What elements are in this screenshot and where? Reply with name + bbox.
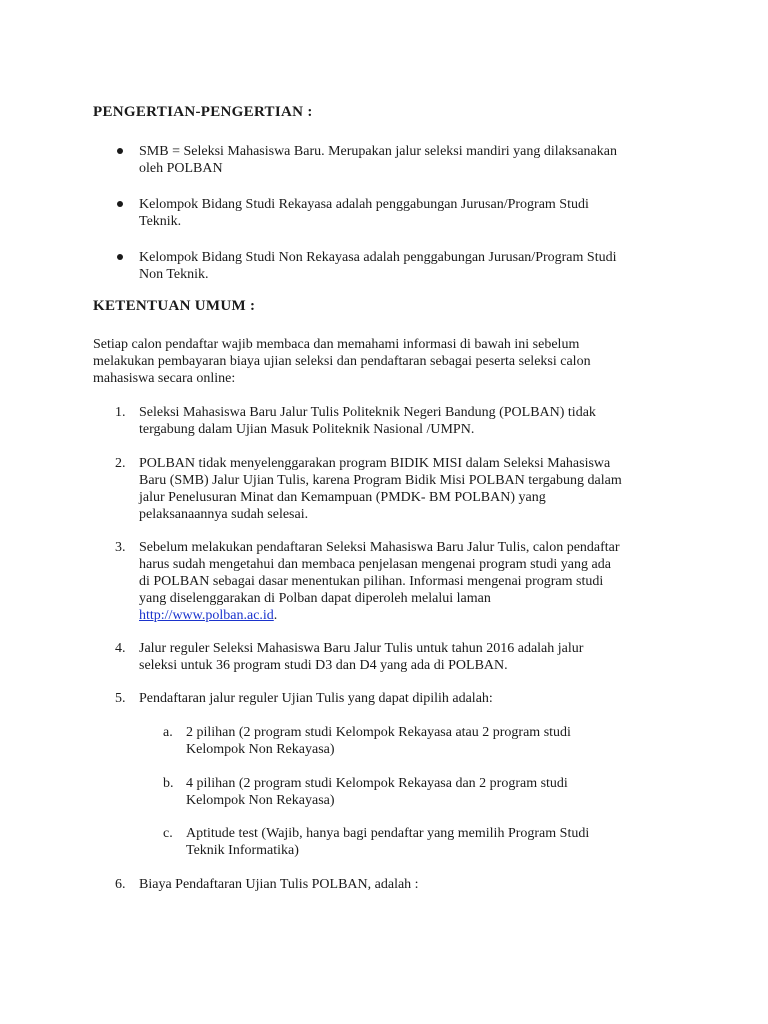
choice-item-a	[163, 724, 666, 758]
definition-item-rekayasa	[139, 196, 679, 230]
choice-line: 2 pilihan (2 program studi Kelompok Rekayasa atau 2 program studi	[186, 725, 571, 740]
rule-line: Baru (SMB) Jalur Ujian Tulis, karena Program Bidik Misi POLBAN tergabung dalam	[139, 473, 622, 488]
rule-number: 5.	[115, 691, 126, 706]
rule-item-6	[115, 876, 679, 893]
rule-line: di POLBAN sebagai dasar menentukan pilihan. Informasi mengenai program studi	[139, 574, 604, 589]
rule-line: tergabung dalam Ujian Masuk Politeknik Nasional /UMPN.	[139, 422, 475, 437]
rule-item-3	[115, 539, 679, 624]
choice-line: 4 pilihan (2 program studi Kelompok Rekayasa dan 2 program studi	[186, 776, 568, 791]
rule-line: seleksi untuk 36 program studi D3 dan D4 yang ada di POLBAN.	[139, 658, 508, 673]
link-suffix: .	[273, 608, 278, 623]
bullet-icon	[117, 201, 123, 207]
rule-line: yang diselenggarakan di Polban dapat diperoleh melalui laman	[139, 591, 491, 606]
definition-item-non-rekayasa	[139, 249, 679, 283]
choice-item-b	[163, 775, 666, 809]
rule-number: 3.	[115, 540, 126, 555]
choice-line: Teknik Informatika)	[186, 843, 299, 858]
rule-item-1	[115, 404, 679, 438]
heading-pengertian: PENGERTIAN-PENGERTIAN :	[93, 104, 313, 120]
rule-number: 4.	[115, 641, 126, 656]
rule-line: Seleksi Mahasiswa Baru Jalur Tulis Politeknik Negeri Bandung (POLBAN) tidak	[139, 405, 596, 420]
rule-number: 2.	[115, 456, 126, 471]
rule-line: Biaya Pendaftaran Ujian Tulis POLBAN, adalah :	[139, 877, 419, 892]
choice-item-c	[163, 825, 666, 859]
bullet-icon	[117, 148, 123, 154]
rule-item-5	[115, 690, 679, 707]
choice-line: Kelompok Non Rekayasa)	[186, 742, 335, 757]
rule-item-2	[115, 455, 679, 523]
polban-website-link[interactable]: http://www.polban.ac.id	[139, 608, 274, 623]
rule-number: 6.	[115, 877, 126, 892]
rule-line: Sebelum melakukan pendaftaran Seleksi Mahasiswa Baru Jalur Tulis, calon pendaftar	[139, 540, 620, 555]
rule-line: Jalur reguler Seleksi Mahasiswa Baru Jalur Tulis untuk tahun 2016 adalah jalur	[139, 641, 584, 656]
rule-line: POLBAN tidak menyelenggarakan program BIDIK MISI dalam Seleksi Mahasiswa	[139, 456, 611, 471]
rule-number: 1.	[115, 405, 126, 420]
rule-line: Pendaftaran jalur reguler Ujian Tulis yang dapat dipilih adalah:	[139, 691, 493, 706]
intro-paragraph	[93, 336, 668, 387]
rule-link-line	[139, 607, 679, 624]
intro-line: Setiap calon pendaftar wajib membaca dan memahami informasi di bawah ini sebelum	[93, 337, 580, 352]
heading-ketentuan: KETENTUAN UMUM :	[93, 298, 256, 314]
choice-letter: c.	[163, 826, 173, 841]
definition-line: oleh POLBAN	[139, 161, 223, 176]
definition-item-smb	[139, 143, 679, 177]
rule-line: pelaksanaannya sudah selesai.	[139, 507, 309, 522]
bullet-icon	[117, 254, 123, 260]
choice-line: Kelompok Non Rekayasa)	[186, 793, 335, 808]
choice-letter: a.	[163, 725, 173, 740]
choice-line: Aptitude test (Wajib, hanya bagi pendaftar yang memilih Program Studi	[186, 826, 590, 841]
intro-line: mahasiswa secara online:	[93, 371, 236, 386]
rule-line: jalur Penelusuran Minat dan Kemampuan (PMDK- BM POLBAN) yang	[139, 490, 546, 505]
definition-line: SMB = Seleksi Mahasiswa Baru. Merupakan jalur seleksi mandiri yang dilaksanakan	[139, 144, 617, 159]
definition-line: Teknik.	[139, 214, 182, 229]
definition-line: Kelompok Bidang Studi Rekayasa adalah penggabungan Jurusan/Program Studi	[139, 197, 589, 212]
definition-line: Non Teknik.	[139, 267, 209, 282]
rule-item-4	[115, 640, 679, 674]
choice-letter: b.	[163, 776, 174, 791]
rule-line: harus sudah mengetahui dan membaca penjelasan mengenai program studi yang ada	[139, 557, 611, 572]
definition-line: Kelompok Bidang Studi Non Rekayasa adalah penggabungan Jurusan/Program Studi	[139, 250, 617, 265]
intro-line: melakukan pembayaran biaya ujian seleksi dan pendaftaran sebagai peserta seleksi calon	[93, 354, 591, 369]
